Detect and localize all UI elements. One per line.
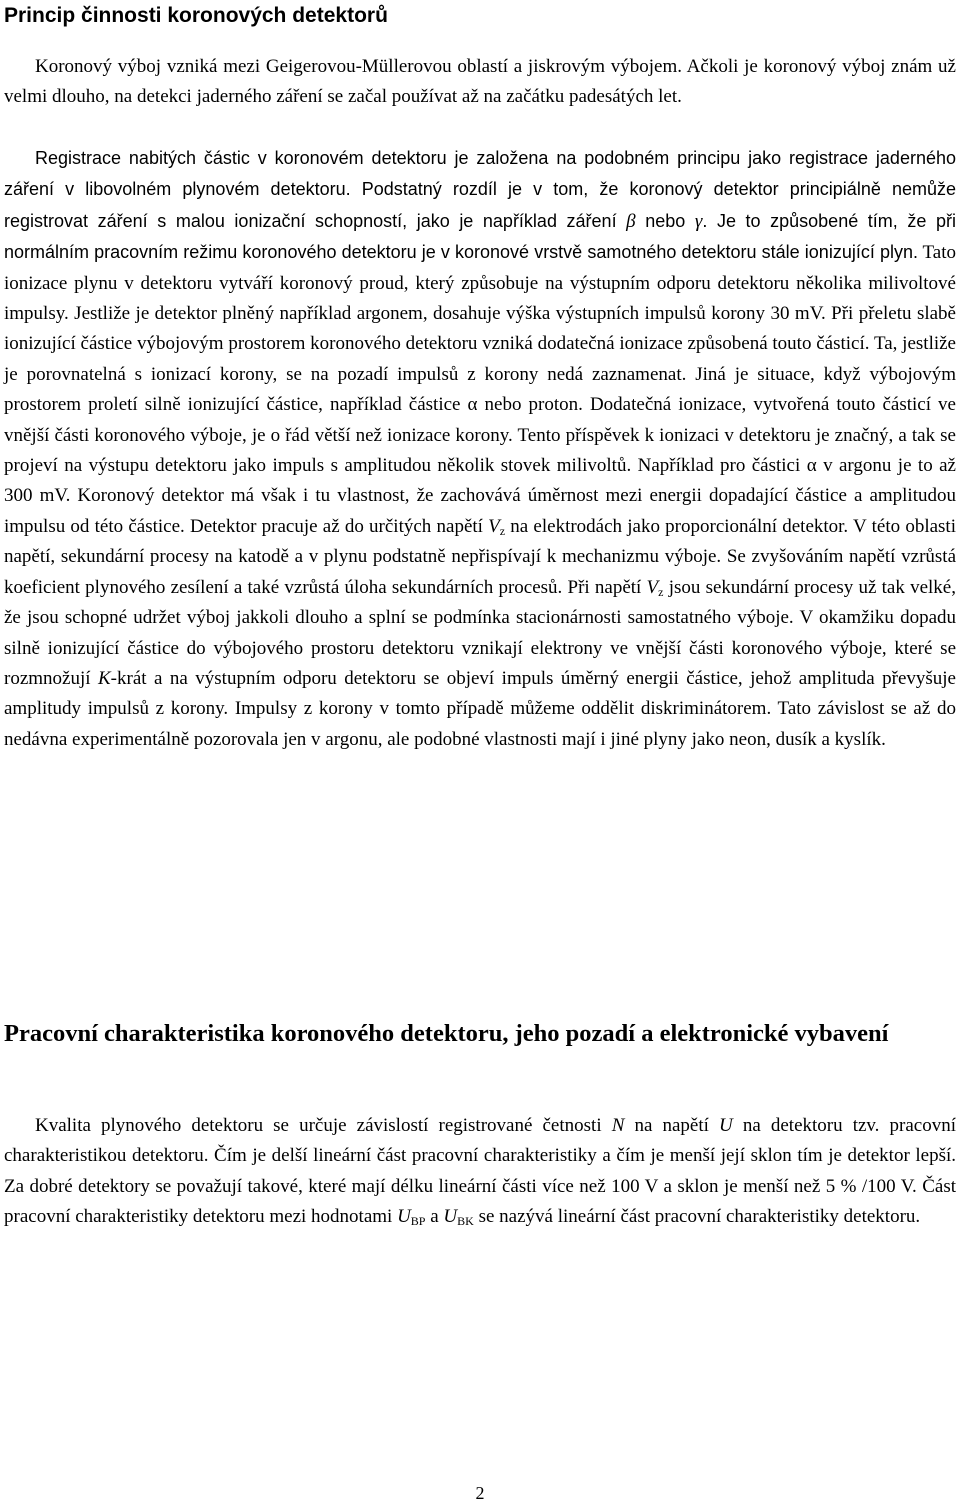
paragraph-characteristics-text-4: a [425, 1206, 444, 1228]
count-rate-n-symbol: N [611, 1115, 625, 1136]
section-heading-principle: Princip činnosti koronových detektorů [4, 4, 388, 27]
paragraph-characteristics-text-2: na napětí [624, 1115, 720, 1136]
alpha-symbol: α [467, 394, 478, 416]
paragraph-intro-text: Koronový výboj vzniká mezi Geigerovou-Müllerovou oblastí a jiskrovým výbojem. Ačkoli je koronový výboj znám už velmi dlouho, na detekci jaderného záření se začal používat až na začátku padesátých let. [4, 56, 956, 108]
voltage-ubp-subscript: BP [410, 1214, 426, 1229]
paragraph-principle-sentence-1: Registrace nabitých částic v koronovém detektoru je založena na podobném principu jako registrace jaderného záření v libovolném plynovém detektoru. [4, 148, 956, 200]
paragraph-principle-sentence-9: -krát a na výstupním odporu detektoru se objeví impuls úměrný energii částice, jehož amplituda převyšuje amplitudy impulsů z korony. Impulsy z korony v tomto případě můžeme oddělit diskriminátorem. Tato závislost se až do nedávna experimentálně pozorovala jen v argonu, ale podobné vlastnosti mají i jiné plyny jako neon, dusík a kyslík. [4, 667, 956, 750]
voltage-vz-symbol: V [646, 576, 659, 598]
paragraph-principle-sentence-6: v argonu je to až 300 mV. Koronový detektor má však i tu vlastnost, že zachovává úměrnost mezi energii dopadající částice a amplitudou impulsu od této částice. Detektor pracuje až do určitých napětí [4, 455, 956, 537]
paragraph-characteristics-text-1: Kvalita plynového detektoru se určuje závislostí registrované četnosti [35, 1115, 612, 1136]
paragraph-principle-sentence-5: nebo proton. Dodatečná ionizace, vytvořená touto částicí ve vnější části koronového výboje, je o řád větší než ionizace korony. Tento příspěvek k ionizaci v detektoru je značný, a tak se projeví na výstupu detektoru jako impuls s amplitudou několik stovek milivoltů. Například pro částici [4, 394, 956, 477]
text-nebo: nebo [635, 210, 695, 231]
voltage-ubk-subscript: BK [457, 1214, 474, 1229]
paragraph-characteristics-text-3: na detektoru tzv. pracovní charakteristikou detektoru. Čím je delší lineární část pracovní charakteristiky a čím je menší její sklon tím je detektor lepší. Za dobré detektory se považují takové, které mají délku lineární části více než 100 V a sklon je menší než 5 % /100 V. Část pracovní charakteristiky detektoru mezi hodnotami [4, 1115, 956, 1228]
page-number: 2 [475, 1483, 485, 1503]
alpha-symbol: α [806, 455, 817, 477]
paragraph-principle-sentence-4: Tato ionizace plynu v detektoru vytváří koronový proud, který způsobuje na výstupním odporu detektoru několika milivoltové impulsy. Jestliže je detektor plněný například argonem, dosahuje výška výstupních impulsů korony 30 mV. Při přeletu slabě ionizující částice výbojovým prostorem koronového detektoru vzniká dodatečná ionizace způsobená touto částicí. Ta, jestliže je porovnatelná s ionizací korony, se na pozadí impulsů z korony nedá zaznamenat. Jiná je situace, když výbojovým prostorem proletí silně ionizující částice, například částice [4, 242, 956, 416]
paragraph-characteristics-text-5: se nazývá lineární část pracovní charakteristiky detektoru. [473, 1206, 921, 1228]
k-symbol: K [97, 667, 111, 689]
paragraph-principle-sentence-7: na elektrodách jako proporcionální detektor. V této oblasti napětí, sekundární procesy na katodě a v plynu podstatně nepřispívají k mechanizmu výboje. Se zvyšováním napětí vzrůstá koeficient plynového zesílení a také vzrůstá úloha sekundárních procesů. Při napětí [4, 515, 956, 598]
paragraph-principle [4, 143, 956, 755]
gamma-symbol: γ [694, 210, 703, 232]
paragraph-principle-sentence-2: Podstatný rozdíl je v tom, že koronový detektor principiálně nemůže registrovat záření s malou ionizační schopností, jako je například záření [4, 179, 956, 231]
voltage-u-symbol: U [719, 1115, 733, 1136]
beta-symbol: β [626, 210, 636, 232]
voltage-ubp-symbol: U [397, 1206, 411, 1228]
voltage-vz-subscript: z [658, 584, 664, 599]
paragraph-intro [4, 52, 956, 113]
paragraph-principle-sentence-3: . Je to způsobené tím, že při normálním pracovním režimu koronového detektoru je v koronové vrstvě samotného detektoru stále ionizující plyn. [4, 210, 956, 263]
paragraph-characteristics [4, 1111, 956, 1233]
voltage-ubk-symbol: U [443, 1206, 458, 1228]
section-heading-characteristics: Pracovní charakteristika koronového detektoru, jeho pozadí a elektronické vybavení [4, 1020, 889, 1047]
voltage-vz-subscript: z [499, 523, 506, 538]
paragraph-principle-sentence-8: jsou sekundární procesy už tak velké, že jsou schopné udržet výboj jakkoli dlouho a splní se podmínka stacionárnosti samostatného výboje. V okamžiku dopadu silně ionizující částice do výbojového prostoru detektoru vznikají elektrony ve vnější části koronového výboje, které se rozmnožují [4, 576, 956, 689]
voltage-vz-symbol: V [488, 515, 500, 537]
